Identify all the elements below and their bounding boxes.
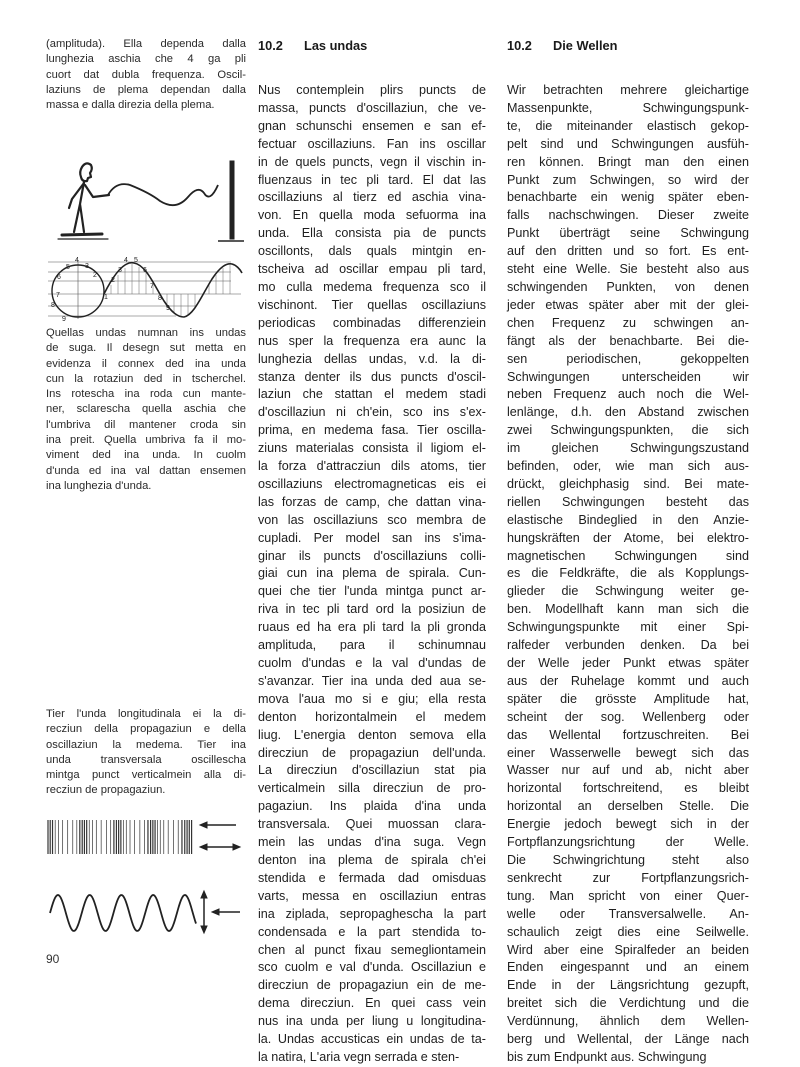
text-line: vischinont. Tier quellas oscillaziuns — [258, 297, 486, 312]
text-line: chen al punct fixau semegliontamein — [258, 942, 486, 957]
text-line: denton ina plema de spirala ch'ei — [258, 852, 486, 867]
text-line: dema direcziun. En quei cass vein — [258, 996, 486, 1011]
transverse-wave-figure — [46, 888, 246, 938]
text-line: pagaziun. Ins plaida d'ina unda — [258, 799, 486, 814]
text-line: einer Wasserwelle bewegt sich das — [507, 745, 749, 760]
text-line: der Welle jeder Punkt etwas später — [507, 656, 749, 670]
svg-text:9: 9 — [166, 305, 170, 312]
text-line: benachbarte ein wenig später eben- — [507, 190, 749, 205]
section-number: 10.2 — [258, 38, 283, 53]
text-line: fectuar oscillaziuns. Fan ins oscillar — [258, 136, 486, 151]
svg-text:5: 5 — [66, 264, 70, 271]
text-line: hungskräften der Atome, bei elektro- — [507, 530, 749, 545]
text-line: Wird aber eine Spiralfeder an beiden — [507, 942, 749, 957]
text-line: jeder etwas später aber mit der glei- — [507, 297, 749, 312]
text-line: mo culla medema frequenza sco il — [258, 279, 486, 294]
svg-text:2: 2 — [111, 277, 115, 284]
text-line: später die grösste Amplitude hat, — [507, 691, 749, 706]
text-line: La direcziun d'oscillaziun stat pia — [258, 763, 486, 778]
text-line: Tier l'unda longitudinala ei la di- — [46, 708, 246, 720]
text-line: direcziun de propagaziun dell'unda. — [258, 745, 486, 760]
text-line: unda transversala oscillescha — [46, 753, 246, 766]
text-line: neben Frequenz auch noch die Wel- — [507, 387, 749, 402]
svg-text:3: 3 — [118, 267, 122, 274]
svg-text:6: 6 — [57, 274, 61, 281]
text-line: ren können. Bringt man den einen — [507, 154, 749, 169]
text-line: las forzas de camp, che dattan vina- — [258, 494, 486, 509]
svg-text:6: 6 — [143, 267, 147, 274]
text-line: oscillaziuns electromagneticas eis ei — [258, 476, 486, 491]
text-line: riellen Schwingungen besteht das — [507, 494, 749, 509]
text-line: im gleichen Schwingungszustand — [507, 441, 749, 456]
text-line: oscillaziuns al tierz ed aschia vina- — [258, 190, 486, 205]
text-line: senkrecht zur Fortpflanzungsrich- — [507, 870, 749, 885]
svg-text:1: 1 — [104, 294, 108, 301]
text-line: ben. Modellhaft kann man sich die — [507, 602, 749, 617]
text-line: mein las undas d'ina suga. Vegn — [258, 835, 486, 850]
text-line: gnan schunschi ensemen e san ef- — [258, 118, 486, 133]
text-line: fluenzaus in tec pli tard. El dat las — [258, 172, 486, 187]
text-line: pelt sind und Schwingungen ausfüh- — [507, 136, 749, 151]
text-line: unda. Ella consista pia de puncts — [258, 226, 486, 241]
text-line: cupladi. Per model san ins s'ima- — [258, 530, 486, 545]
text-line: Ins rotescha ina roda cun mante- — [46, 388, 246, 401]
text-line: cuolm d'undas e la val d'undas de — [258, 656, 486, 670]
svg-text:8: 8 — [51, 302, 55, 309]
svg-text:4: 4 — [124, 257, 128, 264]
text-line: ina ziplada, sepropaghescha la part — [258, 906, 486, 921]
text-line: giai cun ina plema de spirala. Cun- — [258, 566, 486, 581]
left-arrow-icon — [212, 909, 240, 915]
text-line: te, die miteinander elastisch gekop- — [507, 118, 749, 133]
section-title: Las undas — [304, 38, 368, 53]
text-line: direcziun de propagaziun ein de me- — [258, 978, 486, 993]
text-line: Quellas undas numnan ins undas — [46, 327, 246, 339]
text-line: sen periodischen, gekoppelten — [507, 351, 749, 366]
svg-text:7: 7 — [56, 292, 60, 299]
text-line: das Wellental fortzuschreiten. Bei — [507, 727, 749, 742]
text-line: Wir betrachten mehrere gleichartige — [507, 83, 749, 97]
text-line: Punkt zum Schwingen, so wird der — [507, 172, 749, 187]
text-line: elastische Bindeglied in den Anzie- — [507, 512, 749, 527]
text-line: recziun della propagaziun e della — [46, 723, 246, 736]
text-line: magnetischen Schwingungen sind — [507, 548, 749, 563]
svg-text:8: 8 — [158, 295, 162, 302]
circle-labels — [51, 257, 170, 321]
rope-caption — [46, 326, 246, 494]
text-line: Punkt überträgt seine Schwingung — [507, 226, 749, 241]
svg-text:5: 5 — [134, 257, 138, 264]
text-line: Wasser nur auf und ab, nicht aber — [507, 763, 749, 778]
svg-text:7: 7 — [150, 283, 154, 290]
text-line: viment ded ina unda. In cuolm — [46, 449, 246, 462]
svg-text:9: 9 — [62, 316, 66, 321]
text-line: steht eine Welle. Sie besteht also aus — [507, 262, 749, 277]
text-line: es die Feldkräfte, die als Kopplungs- — [507, 566, 749, 581]
longitudinal-caption — [46, 707, 246, 799]
text-line: varts, messa en oscillaziun entras — [258, 888, 486, 903]
section-heading-romansh — [258, 38, 367, 53]
text-line: laziun che stattan el medem stadi — [258, 387, 486, 402]
compression-lines-icon — [48, 820, 192, 854]
text-line: Energie jedoch bewegt sich in der — [507, 817, 749, 832]
text-line: quei che tier l'unda mintga punct ar- — [258, 584, 486, 599]
text-line: Nus contemplein plirs puncts de — [258, 83, 486, 97]
text-line: (amplituda). Ella dependa dalla — [46, 38, 246, 50]
text-line: Die Schwingrichtung steht also — [507, 852, 749, 867]
text-line: lenlänge, d.h. den Abstand zwischen — [507, 405, 749, 420]
text-line: Schwingungspunkte mit einer Spi- — [507, 620, 749, 635]
text-line: lunghezia dellas undas, v.d. la di- — [258, 351, 486, 366]
text-line: tscheiva ad oscillar empau pli tard, — [258, 262, 486, 277]
page-number: 90 — [46, 952, 60, 966]
text-line: von las oscillaziuns sco membra de — [258, 512, 486, 527]
text-line: stendida e fermada dad omisduas — [258, 870, 486, 885]
text-line: d'oscillaziun ni ch'ein, sco ins s'ex- — [258, 405, 486, 420]
text-line: recziun de propagaziun. — [46, 784, 166, 797]
text-line: schaulich zeigt dies eine Seilwelle. — [507, 924, 749, 939]
text-line: in de quels puncts, vegn il vischin in- — [258, 154, 486, 169]
text-line: ina preit. Quella umbriva fa il mo- — [46, 434, 246, 447]
transverse-sine-icon — [50, 895, 196, 931]
text-line: lunghezia aschia che 4 ga pli — [46, 53, 246, 66]
section-heading-german — [507, 38, 617, 53]
svg-text:4: 4 — [75, 257, 79, 264]
text-line: scheint der sog. Wellenberg oder — [507, 709, 749, 724]
german-body-text — [507, 82, 749, 1067]
text-line: oscillaziun la medema. Tier ina — [46, 738, 246, 751]
text-line: massa, puncts d'oscillaziun, che ve- — [258, 100, 486, 115]
text-line: de suga. Il desegn sut metta en — [46, 342, 246, 355]
svg-text:3: 3 — [85, 263, 89, 270]
text-line: ruaus ed ha era pli tard la pli gronda — [258, 620, 486, 635]
circle-wave-figure — [46, 255, 246, 321]
text-line: liug. L'energia denton semova ella — [258, 727, 486, 742]
double-horizontal-arrow-icon — [200, 844, 240, 850]
text-line: auf den dritten und so fort. Es ent- — [507, 244, 749, 259]
text-line: la. Undas accusticas ein undas de ta- — [258, 1032, 486, 1047]
text-line: Ende in der Längsrichtung gezupft, — [507, 978, 749, 993]
text-line: drückt, gleichphasig sind. Bei mate- — [507, 476, 749, 491]
text-line: oscillonts, dals quals mintgin en- — [258, 244, 486, 259]
text-line: condensada e la part stendida to- — [258, 924, 486, 939]
text-line: ina lunghezia d'unda. — [46, 479, 152, 492]
text-line: nus sper la frequenza era aunc la — [258, 333, 486, 348]
text-line: ziuns materialas consista il ligiom el- — [258, 441, 486, 456]
text-line: horizontal an derselben Stelle. Die — [507, 799, 749, 814]
text-line: nus ina unda per liung u longitudina- — [258, 1014, 486, 1029]
text-line: periodicas combinadas differenziein — [258, 315, 486, 330]
text-line: la natira, L'aria vegn serrada e sten- — [258, 1049, 460, 1064]
text-line: massa e dalla direzia della plema. — [46, 99, 215, 112]
text-line: Massenpunkte, Schwingungspunk- — [507, 100, 749, 115]
text-line: bis zum Endpunkt aus. Schwingung — [507, 1049, 707, 1064]
text-line: befinden, oder, wie man sich aus- — [507, 459, 749, 474]
text-line: zwei Schwingungspunkten, die sich — [507, 423, 749, 438]
text-line: riva in tec pli tard ord la posiziun de — [258, 602, 486, 617]
text-line: d'unda ed ina val dattan ensemen — [46, 464, 246, 477]
text-line: welle oder Transversalwelle. An- — [507, 906, 749, 921]
text-line: laziuns de plema dependan dalla — [46, 83, 246, 96]
romansh-body-text — [258, 82, 486, 1067]
left-arrow-icon — [200, 822, 236, 828]
man-figure-icon — [58, 163, 109, 239]
text-line: horizontal fortschreitend, es bleibt — [507, 781, 749, 796]
double-vertical-arrow-icon — [201, 891, 207, 933]
text-line: fängt als der benachbarte. Bei die- — [507, 333, 749, 348]
text-line: la forza d'attracziun dils atoms, tier — [258, 459, 486, 474]
text-line: mova l'aua mo si e giu; ella resta — [258, 691, 486, 706]
text-line: aus der Ruhelage kommt und auch — [507, 673, 749, 688]
text-line: falls nachschwingen. Dieser zweite — [507, 208, 749, 223]
text-line: stanza denter ils dus puncts d'oscil- — [258, 369, 486, 384]
text-line: schwingenden Punkten, von denen — [507, 279, 749, 294]
text-line: l'umbriva dil mantener croda sin — [46, 418, 246, 431]
section-number: 10.2 — [507, 38, 532, 53]
rope-wave-figure — [48, 155, 244, 250]
text-line: s'avanzar. Tier ina unda ded aua se- — [258, 673, 486, 688]
text-line: ralfeder verbunden denken. Da bei — [507, 638, 749, 653]
sine-wave-icon — [104, 263, 242, 317]
longitudinal-wave-figure — [46, 818, 246, 858]
text-line: transversala. Quei muossan clara- — [258, 817, 486, 832]
rope-icon — [108, 184, 218, 205]
intro-paragraph — [46, 37, 246, 113]
text-line: sco cuolm e val d'unda. Oscillaziun e — [258, 960, 486, 975]
text-line: denton horizontalmein el medem — [258, 709, 486, 724]
text-line: berg und Wellental, der Länge nach — [507, 1032, 749, 1047]
text-line: glieder die Schwingung weiter ge- — [507, 584, 749, 599]
section-title: Die Wellen — [553, 38, 618, 53]
text-line: prima, en medema fasa. Tier oscilla- — [258, 423, 486, 438]
text-line: ner, sclarescha quella aschia che — [46, 403, 246, 416]
text-line: amplituda, para il schinumnau — [258, 638, 486, 653]
text-line: cuort dat dubla frequenza. Oscil- — [46, 68, 246, 81]
text-line: ginar ils puncts d'oscillaziuns colli- — [258, 548, 486, 563]
text-line: Fortpflanzungsrichtung der Welle. — [507, 835, 749, 850]
post-icon — [218, 161, 244, 241]
text-line: verticalmein silla direcziun de pro- — [258, 781, 486, 796]
text-line: chen Frequenz zu schwingen an- — [507, 315, 749, 330]
svg-text:2: 2 — [93, 272, 97, 279]
text-line: mintga punct verticalmein alla di- — [46, 769, 246, 782]
text-line: evidenza il connex ded ina unda — [46, 357, 246, 370]
text-line: cun la rotaziun ded in tscherchel. — [46, 372, 246, 385]
text-line: Schwingungen unterscheiden wir — [507, 369, 749, 384]
text-line: tung. Man spricht von einer Quer- — [507, 888, 749, 903]
text-line: von. En quella moda sefuorma ina — [258, 208, 486, 223]
text-line: Enden eingespannt und an einem — [507, 960, 749, 975]
text-line: Verdünnung, ähnlich dem Wellen- — [507, 1014, 749, 1029]
text-line: breitet sich die Verdichtung und die — [507, 996, 749, 1011]
